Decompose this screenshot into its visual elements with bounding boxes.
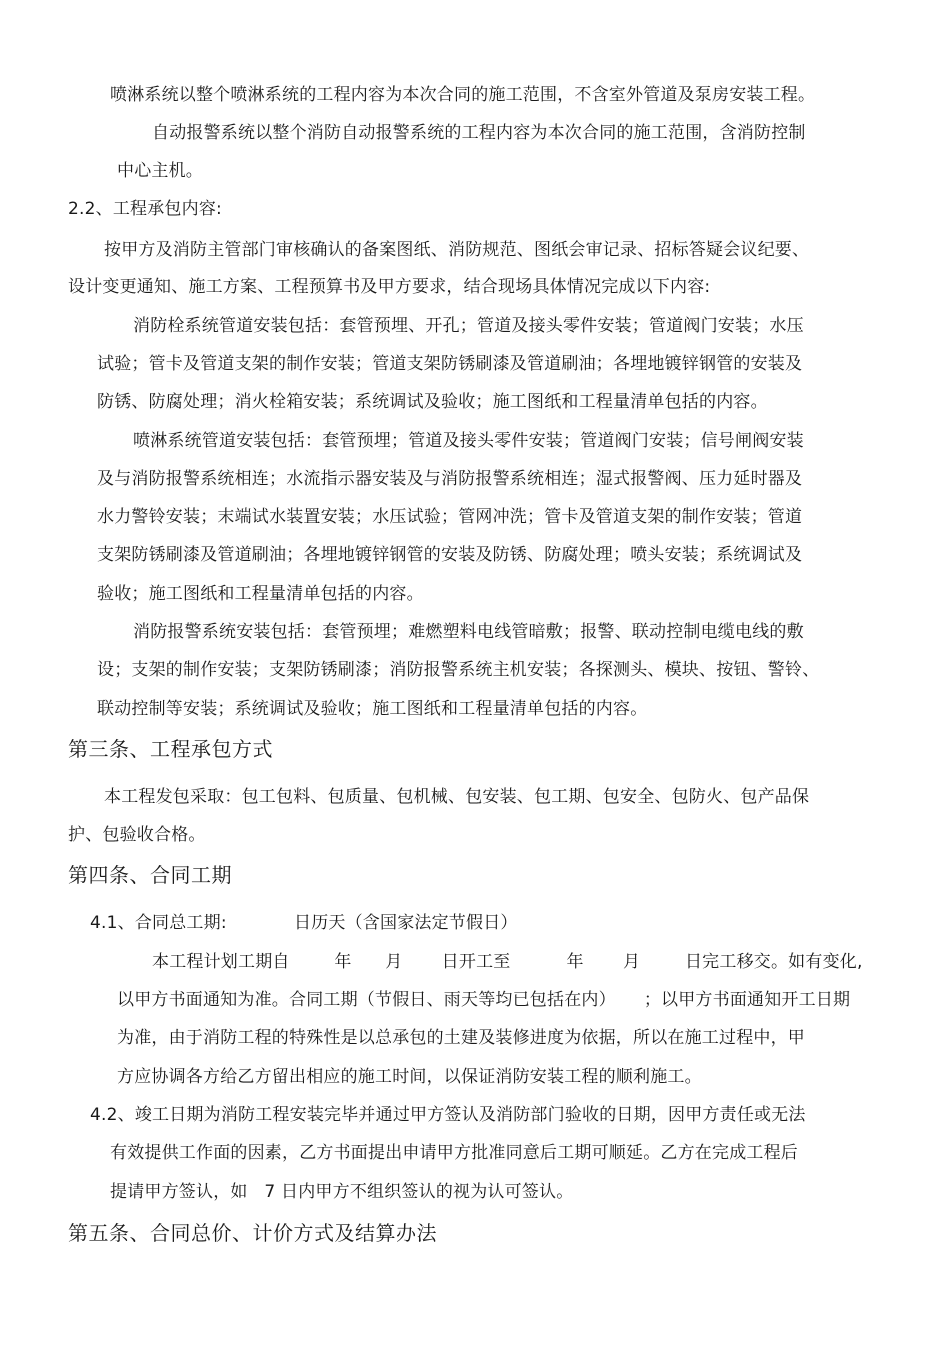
paragraph-line: 按甲方及消防主管部门审核确认的备案图纸、消防规范、图纸会审记录、招标答疑会议纪要、 xyxy=(104,240,810,260)
paragraph-line: 喷淋系统管道安装包括：套管预埋；管道及接头零件安装；管道阀门安装；信号闸阀安装 xyxy=(133,431,804,451)
paragraph-line: 中心主机。 xyxy=(117,161,203,181)
article-heading: 第五条、合同总价、计价方式及结算办法 xyxy=(68,1221,437,1245)
section-subheading: 2.2、工程承包内容: xyxy=(68,199,222,219)
paragraph-line: 设；支架的制作安装；支架防锈刷漆；消防报警系统主机安装；各探测头、模块、按钮、警铃、 xyxy=(97,660,820,680)
paragraph-line: 为准，由于消防工程的特殊性是以总承包的土建及装修进度为依据，所以在施工过程中，甲 xyxy=(117,1028,805,1048)
paragraph-line: 验收；施工图纸和工程量清单包括的内容。 xyxy=(97,584,424,604)
paragraph-line: 喷淋系统以整个喷淋系统的工程内容为本次合同的施工范围，不含室外管道及泵房安装工程。 xyxy=(110,85,816,105)
paragraph-line: 试验；管卡及管道支架的制作安装；管道支架防锈刷漆及管道刷油；各埋地镀锌钢管的安装及 xyxy=(97,354,803,374)
paragraph-line: 水力警铃安装；末端试水装置安装；水压试验；管网冲洗；管卡及管道支架的制作安装；管道 xyxy=(97,507,803,527)
paragraph-line: 自动报警系统以整个消防自动报警系统的工程内容为本次合同的施工范围，含消防控制 xyxy=(152,123,806,143)
paragraph-line: 及与消防报警系统相连；水流指示器安装及与消防报警系统相连；湿式报警阀、压力延时器及 xyxy=(97,469,803,489)
paragraph-line: 提请甲方签认，如 7 日内甲方不组织签认的视为认可签认。 xyxy=(110,1182,574,1202)
paragraph-line: 本工程计划工期自 年 月 日开工至 年 月 日完工移交。如有变化, xyxy=(152,952,863,972)
paragraph-line: 防锈、防腐处理；消火栓箱安装；系统调试及验收；施工图纸和工程量清单包括的内容。 xyxy=(97,392,768,412)
paragraph-line: 支架防锈刷漆及管道刷油；各埋地镀锌钢管的安装及防锈、防腐处理；喷头安装；系统调试及 xyxy=(97,545,803,565)
paragraph-line: 有效提供工作面的因素，乙方书面提出申请甲方批准同意后工期可顺延。乙方在完成工程后 xyxy=(110,1143,798,1163)
clause-line: 4.2、竣工日期为消防工程安装完毕并通过甲方签认及消防部门验收的日期，因甲方责任或无法 xyxy=(90,1105,806,1125)
paragraph-line: 联动控制等安装；系统调试及验收；施工图纸和工程量清单包括的内容。 xyxy=(97,699,648,719)
paragraph-line: 设计变更通知、施工方案、工程预算书及甲方要求，结合现场具体情况完成以下内容: xyxy=(68,277,711,297)
paragraph-line: 以甲方书面通知为准。合同工期（节假日、雨天等均已包括在内） ；以甲方书面通知开工日期 xyxy=(117,990,851,1010)
paragraph-line: 护、包验收合格。 xyxy=(68,825,206,845)
paragraph-line: 消防栓系统管道安装包括：套管预埋、开孔；管道及接头零件安装；管道阀门安装；水压 xyxy=(133,316,804,336)
paragraph-line: 方应协调各方给乙方留出相应的施工时间，以保证消防安装工程的顺利施工。 xyxy=(117,1067,702,1087)
article-heading: 第三条、工程承包方式 xyxy=(68,737,273,761)
article-heading: 第四条、合同工期 xyxy=(68,863,232,887)
clause-line: 4.1、合同总工期: 日历天（含国家法定节假日） xyxy=(90,913,518,933)
paragraph-line: 本工程发包采取：包工包料、包质量、包机械、包安装、包工期、包安全、包防火、包产品保 xyxy=(104,787,810,807)
paragraph-line: 消防报警系统安装包括：套管预埋；难燃塑料电线管暗敷；报警、联动控制电缆电线的敷 xyxy=(133,622,804,642)
